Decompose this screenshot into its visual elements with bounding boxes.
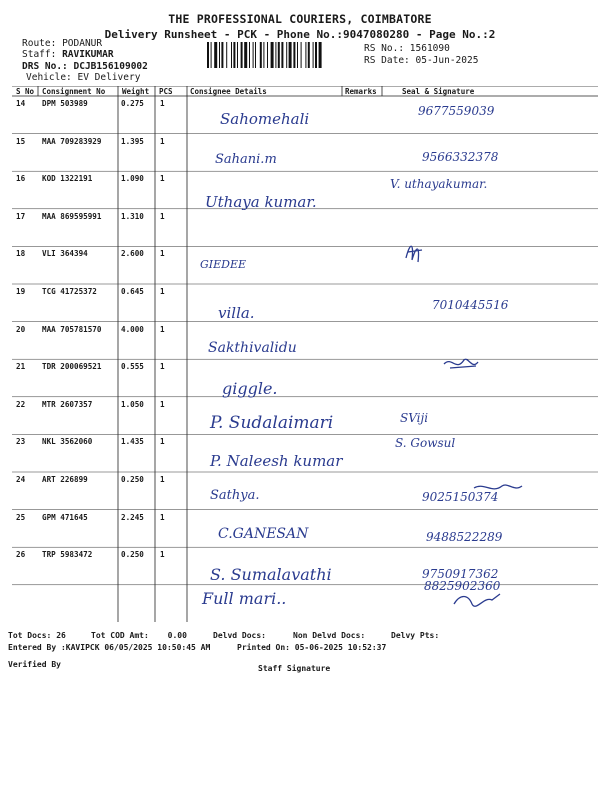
handwritten-consignee: C.GANESAN — [218, 525, 309, 542]
handwritten-consignee: Full mari.. — [202, 588, 287, 608]
barcode-bar — [281, 42, 283, 68]
cell-pcs: 1 — [160, 437, 165, 447]
cell-weight: 1.050 — [121, 399, 144, 409]
signature-scribble — [452, 590, 512, 616]
handwritten-consignee: S. Sumalavathi — [210, 565, 332, 585]
handwritten-signature: 7010445516 — [432, 298, 509, 312]
footer-delvy-pts: Delvy Pts: — [391, 631, 440, 640]
rs-block — [364, 43, 478, 67]
barcode-bar — [308, 42, 310, 68]
cell-weight: 0.645 — [121, 287, 144, 296]
staff-value: RAVIKUMAR — [62, 49, 114, 60]
cell-weight: 0.250 — [121, 475, 144, 484]
handwritten-signature: 9025150374 — [422, 490, 499, 504]
barcode-bar — [249, 42, 250, 68]
cell-consignment: VLI 364394 — [42, 249, 88, 259]
cell-sno: 25 — [16, 512, 26, 522]
table-row — [12, 171, 598, 210]
cell-consignment: ART 226899 — [42, 475, 88, 484]
table-row — [12, 322, 598, 361]
barcode-bar — [221, 42, 223, 68]
barcode-bar — [241, 42, 243, 68]
table-row — [12, 434, 598, 473]
barcode-bar — [260, 42, 262, 68]
cell-consignment: KOD 1322191 — [42, 174, 93, 184]
col-weight: Weight — [122, 87, 150, 96]
table-row — [12, 397, 598, 436]
barcode-bar — [305, 42, 306, 68]
cell-sno: 21 — [16, 362, 26, 372]
cell-weight: 1.435 — [121, 437, 144, 447]
cell-sno: 20 — [16, 324, 26, 334]
signature-scribble — [402, 240, 462, 266]
handwritten-signature: SViji — [400, 410, 429, 425]
barcode-bar — [263, 42, 264, 68]
rs-date-label: RS Date: — [364, 55, 410, 66]
cell-pcs: 1 — [160, 399, 165, 409]
cell-sno: 24 — [16, 475, 26, 484]
handwritten-signature: 9750917362 — [422, 567, 499, 582]
barcode-bar — [255, 42, 256, 68]
cell-pcs: 1 — [160, 136, 165, 146]
barcode-bar — [207, 42, 209, 68]
cell-sno: 16 — [16, 174, 26, 184]
barcode-bar — [214, 42, 217, 68]
vehicle-line — [26, 72, 140, 84]
handwritten-consignee: Sakthivalidu — [208, 339, 297, 356]
cell-weight: 1.395 — [121, 136, 144, 146]
handwritten-consignee: Sahomehali — [220, 110, 310, 128]
cell-weight: 0.250 — [121, 550, 144, 560]
handwritten-consignee: villa. — [218, 304, 255, 322]
cell-consignment: TCG 41725372 — [42, 287, 97, 296]
barcode-bar — [275, 42, 276, 68]
col-seal-signature: Seal & Signature — [402, 87, 475, 96]
route-label: Route: — [22, 38, 57, 49]
barcode-bar — [211, 42, 212, 68]
cell-pcs: 1 — [160, 324, 165, 334]
table-row — [12, 547, 598, 586]
footer-staff-signature: Staff Signature — [258, 664, 331, 673]
staff-label: Staff: — [22, 49, 57, 60]
cell-consignment: TRP 5983472 — [42, 550, 93, 560]
col-remarks: Remarks — [345, 87, 377, 96]
signature-scribble — [472, 480, 532, 506]
table-row — [12, 359, 598, 398]
cell-pcs: 1 — [160, 512, 165, 522]
cell-sno: 18 — [16, 249, 26, 259]
barcode-bar — [231, 42, 232, 68]
barcode-bar — [233, 42, 235, 68]
footer-verified-by: Verified By — [8, 660, 61, 669]
col-consignment: Consignment No — [42, 87, 106, 96]
handwritten-consignee: P. Naleesh kumar — [210, 452, 343, 471]
barcode — [207, 42, 355, 68]
page-subtitle: Delivery Runsheet - PCK - Phone No.:9047080280 - Page No.:2 — [104, 28, 496, 41]
cell-consignment: NKL 3562060 — [42, 437, 93, 447]
barcode-bar — [293, 42, 295, 68]
handwritten-signature: 9566332378 — [422, 149, 499, 164]
handwritten-signature: 8825902360 — [424, 578, 501, 593]
cell-pcs: 1 — [160, 362, 165, 372]
table-row — [12, 246, 598, 285]
cell-consignment: MAA 709283929 — [42, 136, 102, 146]
handwritten-consignee: GIEDEE — [200, 258, 247, 272]
col-pcs: PCS — [159, 87, 173, 96]
cell-pcs: 1 — [160, 99, 165, 108]
footer-printed-on: Printed On: 05-06-2025 10:52:37 — [237, 643, 387, 652]
col-consignee: Consignee Details — [190, 87, 267, 96]
barcode-bar — [286, 42, 287, 68]
footer-totals — [8, 631, 66, 640]
cell-sno: 15 — [16, 136, 26, 146]
cell-sno: 19 — [16, 287, 26, 296]
cell-weight: 1.090 — [121, 174, 144, 184]
tot-cod-label: Tot COD Amt: — [91, 631, 149, 640]
barcode-bar — [226, 42, 227, 68]
drs-label: DRS No.: — [22, 61, 68, 72]
handwritten-consignee: Uthaya kumar. — [205, 193, 317, 212]
runsheet-table — [12, 86, 598, 626]
barcode-bar — [319, 42, 322, 68]
cell-consignment: MAA 869595991 — [42, 211, 102, 221]
barcode-bar — [315, 42, 317, 68]
cell-pcs: 1 — [160, 287, 165, 296]
table-row — [12, 209, 598, 248]
cell-pcs: 1 — [160, 249, 165, 259]
drs-value: DCJB156109002 — [73, 61, 148, 72]
cell-sno: 23 — [16, 437, 26, 447]
handwritten-consignee: Sathya. — [210, 488, 260, 503]
barcode-bar — [297, 42, 298, 68]
footer-delvd: Delvd Docs: — [213, 631, 266, 640]
barcode-bar — [271, 42, 274, 68]
page-title: THE PROFESSIONAL COURIERS, COIMBATORE — [168, 12, 432, 26]
table-row — [12, 96, 598, 135]
vehicle-value: EV Delivery — [77, 72, 141, 83]
footer-entered-by: Entered By :KAVIPCK 06/05/2025 10:50:45 AM — [8, 643, 211, 652]
cell-sno: 26 — [16, 550, 26, 560]
barcode-bar — [219, 42, 220, 68]
cell-pcs: 1 — [160, 475, 165, 484]
cell-consignment: DPM 503989 — [42, 99, 88, 108]
cell-weight: 2.245 — [121, 512, 144, 522]
cell-weight: 2.600 — [121, 249, 144, 259]
cell-consignment: MTR 2607357 — [42, 399, 93, 409]
cell-sno: 14 — [16, 99, 26, 108]
barcode-bar — [301, 42, 302, 68]
route-value: PODANUR — [62, 38, 103, 49]
rs-no-value: 1561090 — [409, 43, 450, 54]
tot-docs-value: 26 — [56, 631, 66, 640]
handwritten-consignee: giggle. — [222, 379, 278, 399]
cell-weight: 0.555 — [121, 362, 144, 372]
handwritten-signature: S. Gowsul — [395, 436, 456, 451]
table-row — [12, 284, 598, 323]
rs-date-value: 05-Jun-2025 — [415, 55, 479, 66]
cell-consignment: GPM 471645 — [42, 512, 88, 522]
footer-non-delvd: Non Delvd Docs: — [293, 631, 366, 640]
handwritten-consignee: Sahani.m — [215, 151, 277, 167]
cell-weight: 0.275 — [121, 99, 144, 108]
cell-consignment: MAA 705781570 — [42, 324, 102, 334]
cell-sno: 22 — [16, 399, 26, 409]
table-row — [12, 134, 598, 173]
cell-consignment: TDR 200069521 — [42, 362, 102, 372]
barcode-bar — [289, 42, 292, 68]
barcode-bar — [237, 42, 238, 68]
handwritten-signature: V. uthayakumar. — [390, 177, 488, 192]
staff-line — [22, 49, 114, 61]
cell-pcs: 1 — [160, 174, 165, 184]
tot-docs-label: Tot Docs: — [8, 631, 52, 640]
cell-sno: 17 — [16, 211, 26, 221]
tot-cod-value: 0.00 — [167, 631, 187, 640]
barcode-bar — [313, 42, 314, 68]
vehicle-label: Vehicle: — [26, 72, 72, 83]
signature-scribble — [442, 354, 502, 380]
rs-no-label: RS No.: — [364, 43, 405, 54]
cell-weight: 1.310 — [121, 211, 144, 221]
cell-pcs: 1 — [160, 211, 165, 221]
table-row — [12, 510, 598, 549]
barcode-bar — [253, 42, 254, 68]
handwritten-signature: 9677559039 — [418, 104, 495, 118]
barcode-bar — [278, 42, 280, 68]
handwritten-signature: 9488522289 — [426, 529, 503, 544]
handwritten-consignee: P. Sudalaimari — [210, 412, 334, 433]
barcode-bar — [244, 42, 247, 68]
col-sno: S No — [16, 87, 35, 96]
cell-weight: 4.000 — [121, 324, 144, 334]
cell-pcs: 1 — [160, 550, 165, 560]
barcode-bar — [267, 42, 268, 68]
footer-cod — [91, 631, 187, 640]
